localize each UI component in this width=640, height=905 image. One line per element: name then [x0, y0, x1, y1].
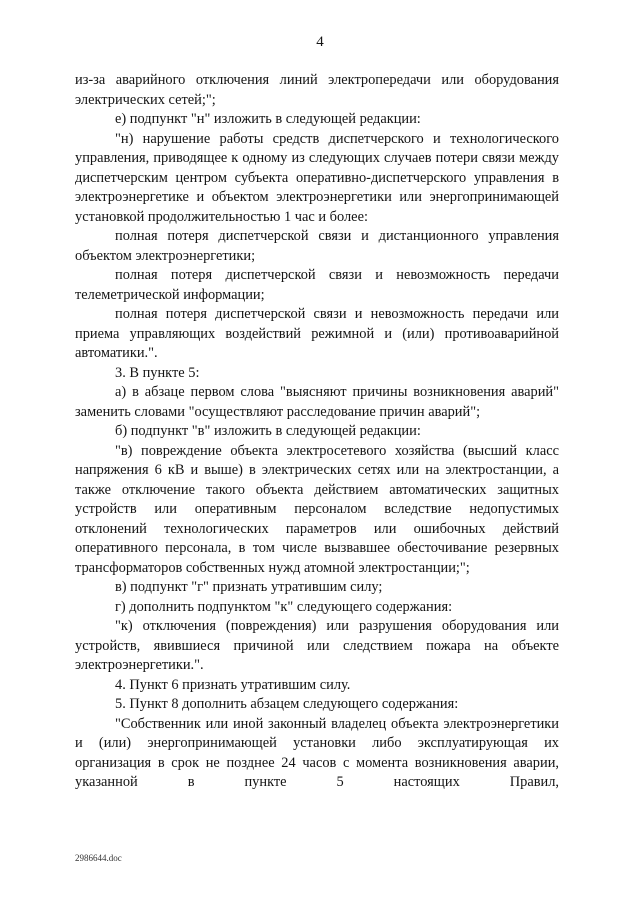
paragraph-6: полная потеря диспетчерской связи и невозможность передачи или приема управляющих воздействий режимной и (или) противоаварийной автоматики.".: [75, 306, 559, 361]
paragraph-9: б) подпункт "в" изложить в следующей редакции:: [115, 423, 421, 439]
paragraph-8: а) в абзаце первом слова "выясняют причины возникновения аварий" заменить словами "осуществляют расследование причин аварий";: [75, 384, 559, 420]
paragraph-11: в) подпункт "г" признать утратившим силу;: [115, 579, 383, 595]
paragraph-1: из-за аварийного отключения линий электропередачи или оборудования электрических сетей;";: [75, 72, 559, 108]
paragraph-2: е) подпункт "н" изложить в следующей редакции:: [115, 111, 421, 127]
paragraph-16: "Собственник или иной законный владелец объекта электроэнергетики и (или) энергопринимающей установки либо эксплуатирующая их организация в срок не позднее 24 часов с момента возникновения аварии, указанной в пункте 5 настоящих Правил,: [75, 715, 559, 790]
page-number: 4: [316, 34, 324, 50]
document-body: [75, 71, 559, 793]
paragraph-10: "в) повреждение объекта электросетевого хозяйства (высший класс напряжения 6 кВ и выше) в электрических сетях или на электростанции, а также отключение такого объекта действием автоматических защитных устройств или оперативным персоналом вследствие недопустимых отклонений технологических параметров или ошибочных действий оперативного персонала, в том числе вызвавшее обесточивание резервных трансформаторов собственных нужд атомной электростанции;";: [75, 442, 559, 576]
footer-file-code: 2986644.doc: [75, 853, 122, 863]
paragraph-15: 5. Пункт 8 дополнить абзацем следующего содержания:: [115, 696, 459, 712]
paragraph-3: "н) нарушение работы средств диспетчерского и технологического управления, приводящее к одному из следующих случаев потери связи между диспетчерским центром субъекта оперативно-диспетчерского управления в электроэнергетике и объектом электроэнергетики или энергопринимающей установкой продолжительностью 1 час и более:: [75, 130, 559, 225]
paragraph-14: 4. Пункт 6 признать утратившим силу.: [115, 676, 351, 693]
paragraph-7: 3. В пункте 5:: [115, 364, 200, 381]
paragraph-13: "к) отключения (повреждения) или разрушения оборудования или устройств, явившиеся причиной или следствием пожара на объекте электроэнергетики.".: [75, 618, 559, 673]
paragraph-5: полная потеря диспетчерской связи и невозможность передачи телеметрической информации;: [75, 267, 559, 303]
paragraph-4: полная потеря диспетчерской связи и дистанционного управления объектом электроэнергетики;: [75, 228, 559, 264]
paragraph-12: г) дополнить подпунктом "к" следующего содержания:: [115, 598, 453, 615]
